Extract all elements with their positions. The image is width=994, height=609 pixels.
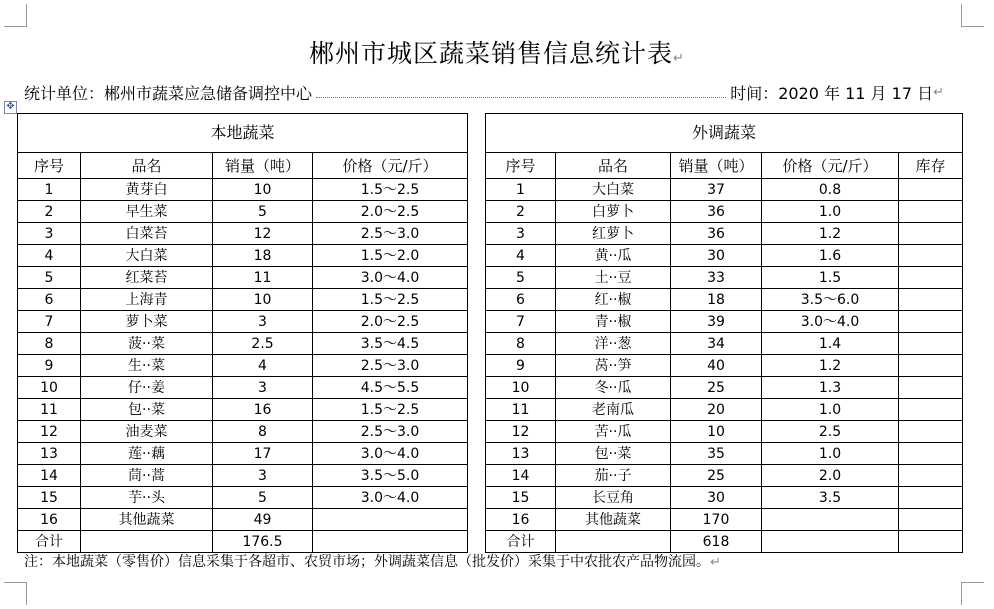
sales-volume: 10 <box>213 179 313 201</box>
row-number: 3 <box>486 223 556 245</box>
table-gap-cell <box>468 245 486 267</box>
row-number: 6 <box>486 289 556 311</box>
table-row <box>18 245 963 267</box>
stock <box>899 443 963 465</box>
price: 3.0～4.0 <box>762 311 899 333</box>
sales-volume: 3 <box>213 465 313 487</box>
stock <box>899 267 963 289</box>
stock <box>899 355 963 377</box>
vegetable-name: 老南瓜 <box>556 399 671 421</box>
document-title <box>0 34 994 70</box>
row-number: 12 <box>18 421 81 443</box>
price-range: 3.0～4.0 <box>313 267 468 289</box>
vegetable-name: 青··椒 <box>556 311 671 333</box>
vegetable-name: 其他蔬菜 <box>556 509 671 531</box>
price-range: 3.0～4.0 <box>313 487 468 509</box>
table-gap-cell <box>468 333 486 355</box>
total-label: 合计 <box>486 531 556 553</box>
vegetable-name: 大白菜 <box>556 179 671 201</box>
vegetable-name: 包··菜 <box>81 399 213 421</box>
table-gap-cell <box>468 114 486 153</box>
table-row <box>18 509 963 531</box>
table-gap-cell <box>468 465 486 487</box>
table-row <box>18 267 963 289</box>
stock <box>899 201 963 223</box>
price-range: 3.5～4.5 <box>313 333 468 355</box>
vegetable-name: 红萝卜 <box>556 223 671 245</box>
column-header: 序号 <box>18 153 81 179</box>
vegetable-name: 菠··菜 <box>81 333 213 355</box>
vegetable-name: 苦··瓜 <box>556 421 671 443</box>
sales-volume: 18 <box>213 245 313 267</box>
sales-volume: 5 <box>213 487 313 509</box>
vegetable-name: 黄芽白 <box>81 179 213 201</box>
sales-volume: 17 <box>213 443 313 465</box>
sales-volume: 33 <box>671 267 762 289</box>
table-row <box>18 179 963 201</box>
table-gap-cell <box>468 355 486 377</box>
price-range: 3.0～4.0 <box>313 443 468 465</box>
paragraph-mark-icon: ↵ <box>673 51 685 66</box>
table-gap-cell <box>468 377 486 399</box>
table-row <box>18 465 963 487</box>
row-number: 8 <box>486 333 556 355</box>
price-range: 3.5～5.0 <box>313 465 468 487</box>
page-corner-mark <box>4 4 27 27</box>
row-number: 4 <box>486 245 556 267</box>
stock <box>899 333 963 355</box>
row-number: 1 <box>18 179 81 201</box>
row-number: 5 <box>18 267 81 289</box>
stock <box>899 509 963 531</box>
sales-volume: 3 <box>213 311 313 333</box>
empty-cell <box>81 531 213 553</box>
sales-volume: 11 <box>213 267 313 289</box>
vegetable-name: 白菜苔 <box>81 223 213 245</box>
price-range: 2.5～3.0 <box>313 355 468 377</box>
row-number: 3 <box>18 223 81 245</box>
sales-volume: 2.5 <box>213 333 313 355</box>
sales-volume: 49 <box>213 509 313 531</box>
vegetable-name: 洋··葱 <box>556 333 671 355</box>
vegetable-sales-table <box>17 113 963 553</box>
table-gap-cell <box>468 153 486 179</box>
stock <box>899 179 963 201</box>
vegetable-name: 茼··蒿 <box>81 465 213 487</box>
group-imported-vegetables: 外调蔬菜 <box>486 114 963 153</box>
sales-volume: 34 <box>671 333 762 355</box>
price: 2.5 <box>762 421 899 443</box>
stock <box>899 377 963 399</box>
column-header: 价格（元/斤） <box>762 153 899 179</box>
price-range: 4.5～5.5 <box>313 377 468 399</box>
column-header: 销量（吨） <box>671 153 762 179</box>
paragraph-mark-icon: ↵ <box>710 555 721 570</box>
table-row <box>18 399 963 421</box>
price: 1.4 <box>762 333 899 355</box>
vegetable-name: 大白菜 <box>81 245 213 267</box>
document-title-text: 郴州市城区蔬菜销售信息统计表 <box>309 39 674 68</box>
sales-volume: 4 <box>213 355 313 377</box>
row-number: 15 <box>486 487 556 509</box>
row-number: 10 <box>486 377 556 399</box>
vegetable-name: 长豆角 <box>556 487 671 509</box>
table-group-header-row <box>18 114 963 153</box>
paragraph-mark-icon: ↵ <box>933 84 944 100</box>
row-number: 7 <box>18 311 81 333</box>
vegetable-name: 芋··头 <box>81 487 213 509</box>
sales-volume: 30 <box>671 245 762 267</box>
table-gap-cell <box>468 201 486 223</box>
table-gap-cell <box>468 399 486 421</box>
stock <box>899 421 963 443</box>
price-range: 1.5～2.5 <box>313 179 468 201</box>
stock <box>899 245 963 267</box>
row-number: 5 <box>486 267 556 289</box>
table-row <box>18 311 963 333</box>
price: 1.3 <box>762 377 899 399</box>
page-corner-mark <box>961 4 984 27</box>
row-number: 12 <box>486 421 556 443</box>
total-volume: 176.5 <box>213 531 313 553</box>
reporting-unit: 统计单位：郴州市蔬菜应急储备调控中心 <box>24 83 313 103</box>
column-header: 销量（吨） <box>213 153 313 179</box>
sales-volume: 37 <box>671 179 762 201</box>
price: 1.0 <box>762 201 899 223</box>
row-number: 16 <box>486 509 556 531</box>
stock <box>899 465 963 487</box>
sales-volume: 40 <box>671 355 762 377</box>
table-gap-cell <box>468 509 486 531</box>
table-row <box>18 333 963 355</box>
price: 1.6 <box>762 245 899 267</box>
row-number: 1 <box>486 179 556 201</box>
table-total-row <box>18 531 963 553</box>
vegetable-name: 莴··笋 <box>556 355 671 377</box>
row-number: 13 <box>486 443 556 465</box>
table-move-handle-icon[interactable]: ✥ <box>4 101 17 114</box>
price-range: 1.5～2.0 <box>313 245 468 267</box>
total-label: 合计 <box>18 531 81 553</box>
sales-volume: 36 <box>671 201 762 223</box>
sales-volume: 30 <box>671 487 762 509</box>
table-row <box>18 443 963 465</box>
column-header: 品名 <box>556 153 671 179</box>
report-date: 时间：2020 年 11 月 17 日 <box>730 83 934 103</box>
group-local-vegetables: 本地蔬菜 <box>18 114 468 153</box>
price-range: 2.0～2.5 <box>313 201 468 223</box>
vegetable-name: 其他蔬菜 <box>81 509 213 531</box>
column-header: 库存 <box>899 153 963 179</box>
sales-volume: 10 <box>213 289 313 311</box>
table-row <box>18 201 963 223</box>
row-number: 10 <box>18 377 81 399</box>
vegetable-name: 茄··子 <box>556 465 671 487</box>
price-range: 1.5～2.5 <box>313 399 468 421</box>
vegetable-name: 早生菜 <box>81 201 213 223</box>
price <box>762 509 899 531</box>
vegetable-name: 包··菜 <box>556 443 671 465</box>
sales-volume: 36 <box>671 223 762 245</box>
sales-volume: 35 <box>671 443 762 465</box>
stock <box>899 311 963 333</box>
table-gap-cell <box>468 267 486 289</box>
sales-volume: 16 <box>213 399 313 421</box>
stock <box>899 399 963 421</box>
vegetable-name: 冬··瓜 <box>556 377 671 399</box>
row-number: 15 <box>18 487 81 509</box>
column-header: 价格（元/斤） <box>313 153 468 179</box>
table-row <box>18 223 963 245</box>
row-number: 16 <box>18 509 81 531</box>
sales-volume: 170 <box>671 509 762 531</box>
table-row <box>18 377 963 399</box>
price: 3.5 <box>762 487 899 509</box>
sales-volume: 5 <box>213 201 313 223</box>
row-number: 14 <box>18 465 81 487</box>
sales-volume: 8 <box>213 421 313 443</box>
row-number: 9 <box>18 355 81 377</box>
sales-volume: 3 <box>213 377 313 399</box>
page-corner-mark <box>4 582 27 605</box>
vegetable-name: 黄··瓜 <box>556 245 671 267</box>
vegetable-name: 红菜苔 <box>81 267 213 289</box>
table-gap-cell <box>468 421 486 443</box>
table-gap-cell <box>468 487 486 509</box>
stock <box>899 289 963 311</box>
price-range: 1.5～2.5 <box>313 289 468 311</box>
empty-cell <box>899 531 963 553</box>
vegetable-name: 生··菜 <box>81 355 213 377</box>
table-gap-cell <box>468 311 486 333</box>
empty-cell <box>762 531 899 553</box>
sales-volume: 10 <box>671 421 762 443</box>
stock <box>899 223 963 245</box>
sales-volume: 18 <box>671 289 762 311</box>
price-range <box>313 509 468 531</box>
vegetable-name: 上海青 <box>81 289 213 311</box>
table-gap-cell <box>468 443 486 465</box>
price: 1.2 <box>762 355 899 377</box>
sales-volume: 25 <box>671 465 762 487</box>
table-row <box>18 289 963 311</box>
stock <box>899 487 963 509</box>
price-range: 2.0～2.5 <box>313 311 468 333</box>
vegetable-name: 土··豆 <box>556 267 671 289</box>
table-column-header-row <box>18 153 963 179</box>
price: 3.5～6.0 <box>762 289 899 311</box>
table-gap-cell <box>468 531 486 553</box>
table-gap-cell <box>468 289 486 311</box>
empty-cell <box>313 531 468 553</box>
column-header: 品名 <box>81 153 213 179</box>
table-gap-cell <box>468 179 486 201</box>
price-range: 2.5～3.0 <box>313 421 468 443</box>
report-header-line <box>24 80 944 104</box>
sales-volume: 39 <box>671 311 762 333</box>
column-header: 序号 <box>486 153 556 179</box>
footnote-text: 注：本地蔬菜（零售价）信息采集于各超市、农贸市场；外调蔬菜信息（批发价）采集于中农批农产品物流园。 <box>24 554 710 570</box>
vegetable-name: 萝卜菜 <box>81 311 213 333</box>
sales-volume: 12 <box>213 223 313 245</box>
vegetable-name: 油麦菜 <box>81 421 213 443</box>
dotted-leader <box>316 87 726 98</box>
price: 1.2 <box>762 223 899 245</box>
sales-volume: 25 <box>671 377 762 399</box>
empty-cell <box>556 531 671 553</box>
vegetable-name: 红··椒 <box>556 289 671 311</box>
row-number: 13 <box>18 443 81 465</box>
price: 1.5 <box>762 267 899 289</box>
price: 1.0 <box>762 443 899 465</box>
row-number: 6 <box>18 289 81 311</box>
table-row <box>18 355 963 377</box>
row-number: 8 <box>18 333 81 355</box>
table-row <box>18 421 963 443</box>
price: 1.0 <box>762 399 899 421</box>
row-number: 9 <box>486 355 556 377</box>
price: 0.8 <box>762 179 899 201</box>
sales-volume: 20 <box>671 399 762 421</box>
price: 2.0 <box>762 465 899 487</box>
row-number: 7 <box>486 311 556 333</box>
row-number: 2 <box>486 201 556 223</box>
vegetable-name: 莲··藕 <box>81 443 213 465</box>
vegetable-name: 白萝卜 <box>556 201 671 223</box>
row-number: 4 <box>18 245 81 267</box>
row-number: 11 <box>18 399 81 421</box>
footnote <box>24 551 721 571</box>
total-volume: 618 <box>671 531 762 553</box>
row-number: 14 <box>486 465 556 487</box>
table-row <box>18 487 963 509</box>
price-range: 2.5～3.0 <box>313 223 468 245</box>
row-number: 2 <box>18 201 81 223</box>
page-corner-mark <box>961 582 984 605</box>
vegetable-name: 仔··姜 <box>81 377 213 399</box>
table-gap-cell <box>468 223 486 245</box>
row-number: 11 <box>486 399 556 421</box>
